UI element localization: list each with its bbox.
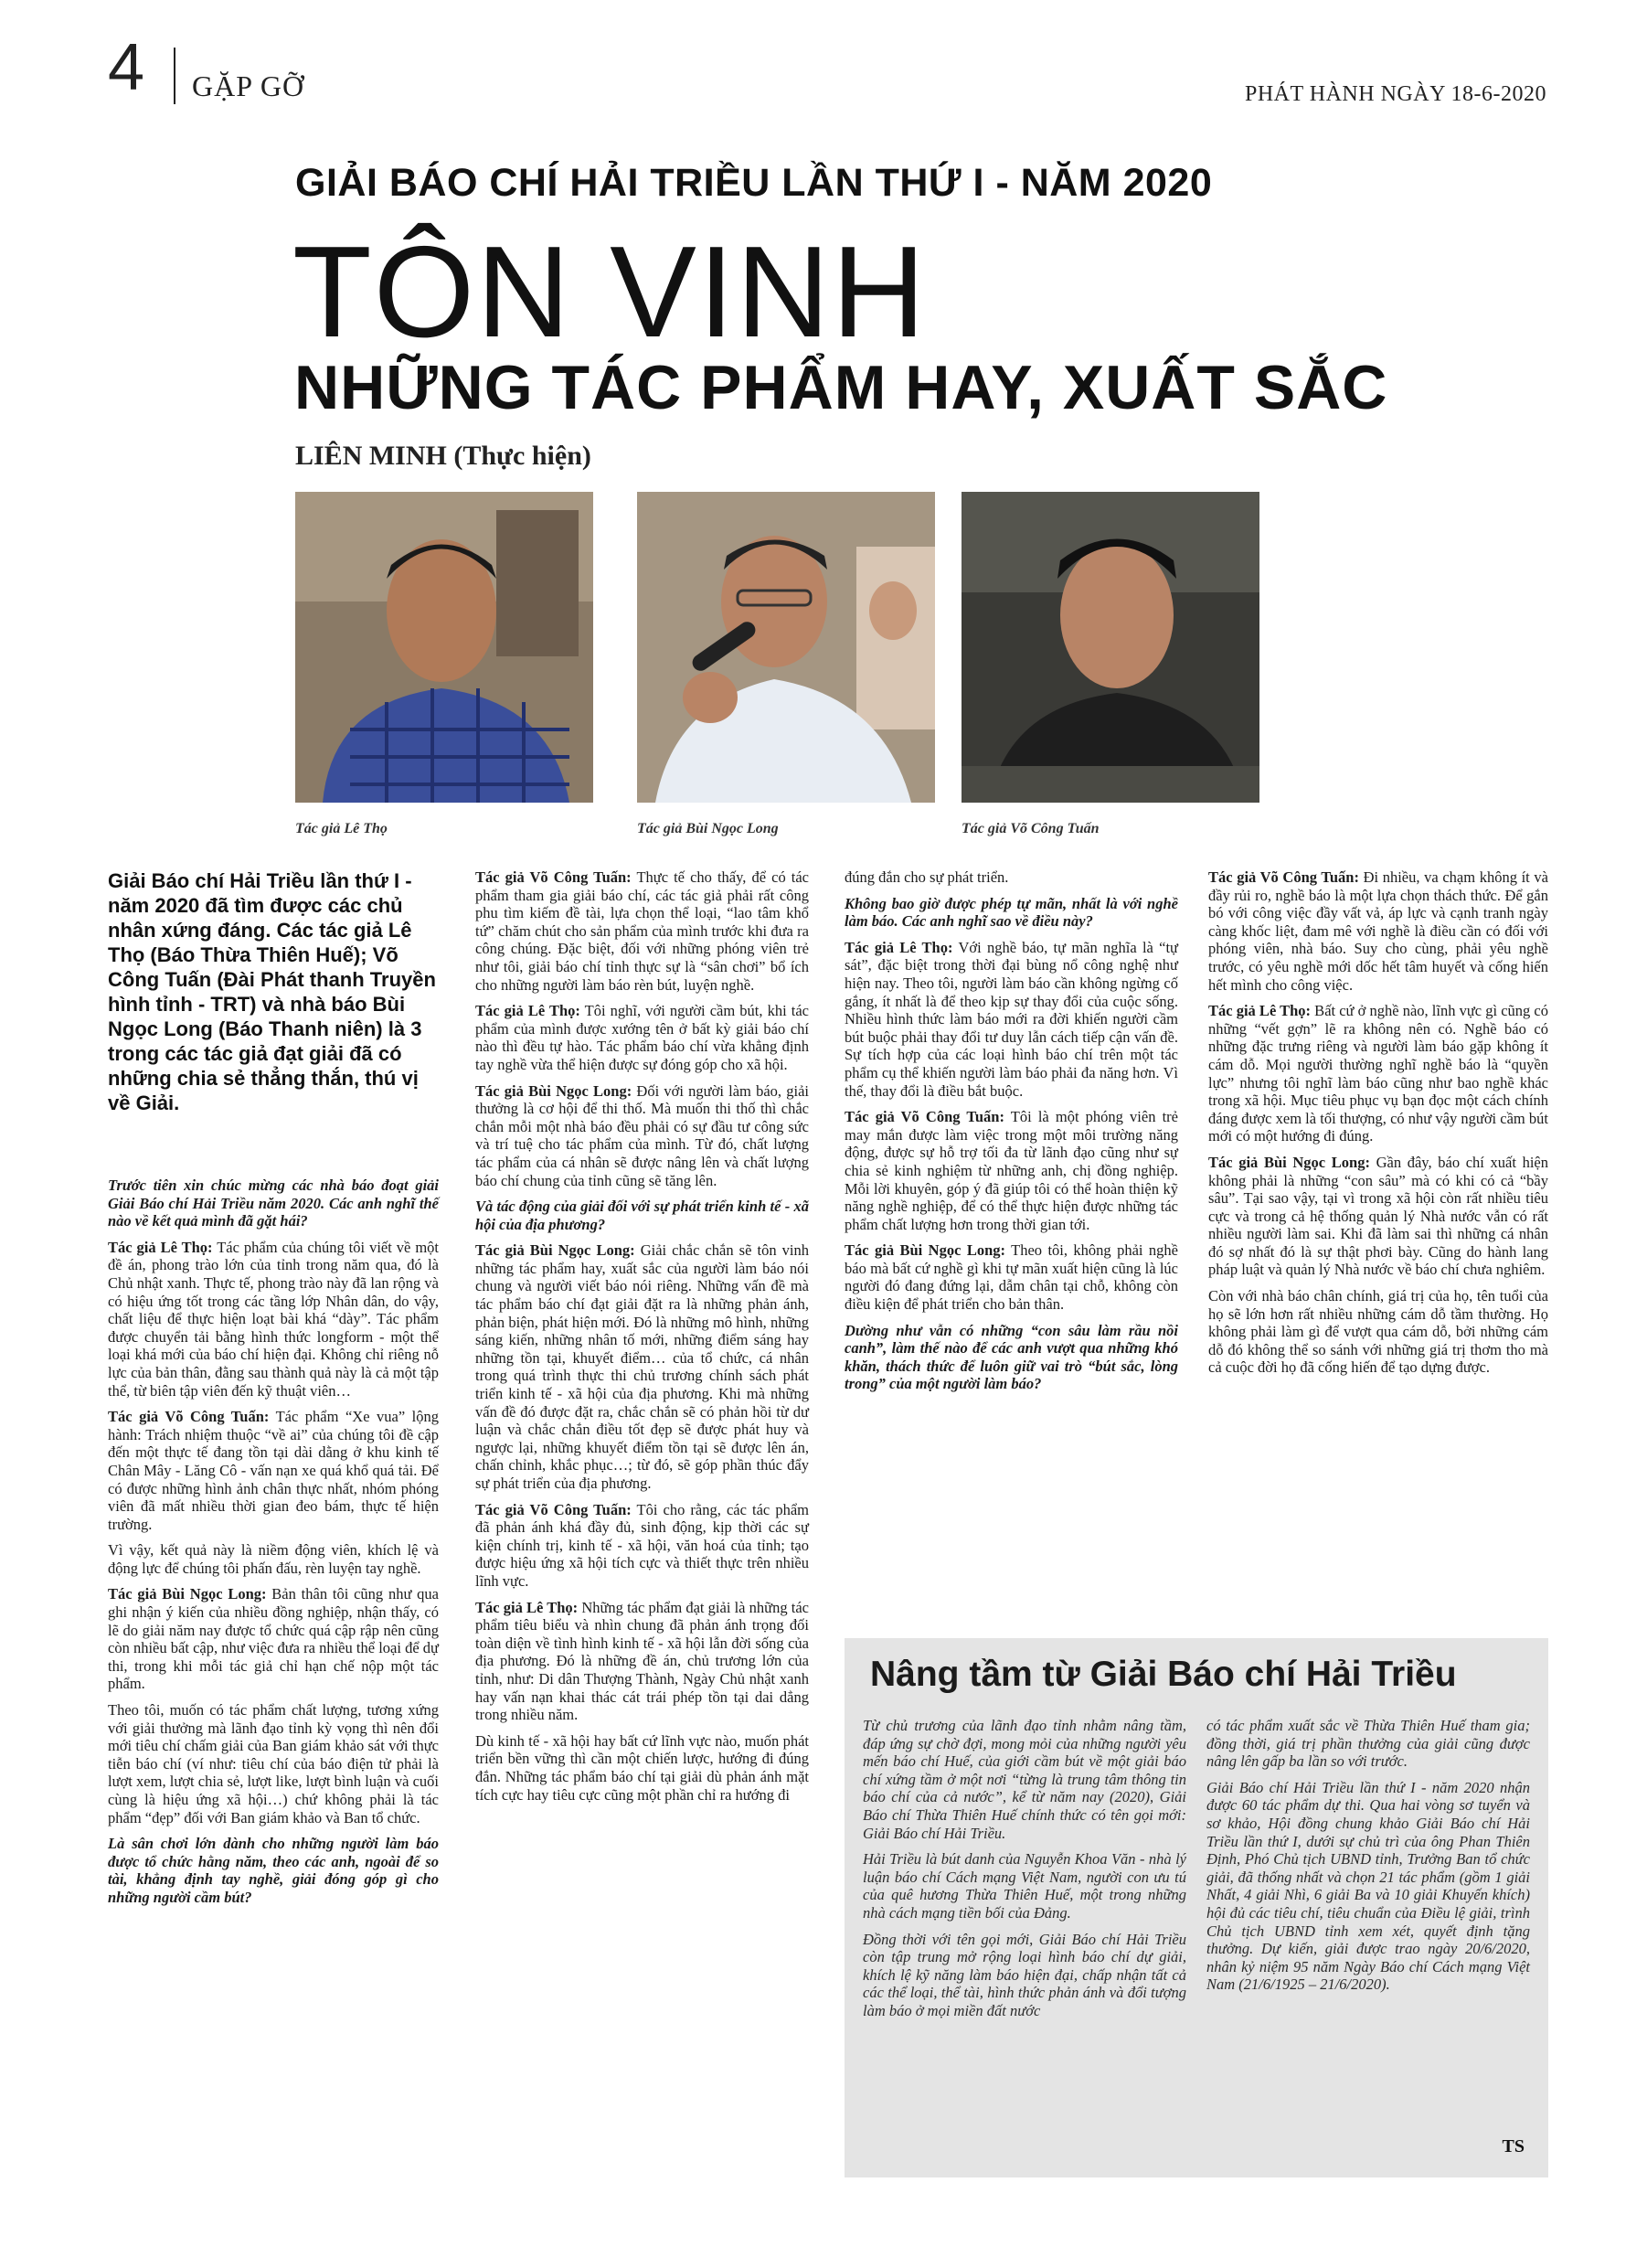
speaker-label: Tác giả Bùi Ngọc Long: [108,1585,267,1603]
question: Là sân chơi lớn dành cho những người làm báo được tổ chức hằng năm, theo các anh, ngoài để so tài, khẳng định tay nghề, giải đóng góp gì cho những người cầm bút? [108,1835,439,1906]
paragraph: Theo tôi, muốn có tác phẩm chất lượng, tương xứng với giải thưởng mà lãnh đạo tỉnh kỳ vọng thì nên đổi mới tiêu chí chấm giải của Ban giám khảo sát với thực tiễn báo chí (ví như: tiêu chí của báo điện tử phải là lượt xem, lượt chia sẻ, lượt like, lượt bình luận và cuối cùng là hiệu ứng xã hội…) chứ không phải là tác phẩm “đẹp” đối với Ban giám khảo và Ban tổ chức. [108,1701,439,1826]
sidebar-box-column-right [1206,1717,1530,2002]
article-column-1 [108,868,439,1915]
paragraph: Tác giả Lê Thọ: Tôi nghĩ, với người cầm bút, khi tác phẩm của mình được xướng tên ở bất kỳ giải báo chí nào thì đều tự hào. Tác phẩm báo chí vừa khẳng định tay nghề vừa thể hiện được sự đóng góp cho xã hội. [475,1002,809,1073]
photo-le-tho [295,492,593,803]
paragraph: Tác giả Bùi Ngọc Long: Gần đây, báo chí xuất hiện không phải là những “con sâu” mà có khi có cả “bầy sâu”. Tại sao vậy, tại vì trong xã hội còn rất nhiều tiêu cực và trong cả hệ thống quản lý Nhà nước vẫn có rất nhiều người làm sai. Khi đã làm sai thì những cá nhân đó sợ nhất đó là sự thật phơi bày. Cũng do hành lang pháp luật và quản lý Nhà nước về báo chí chưa nghiêm. [1208,1153,1548,1279]
header-divider [174,48,175,104]
question: Dường như vẫn có những “con sâu làm rầu nồi canh”, làm thế nào để các anh vượt qua những khó khăn, thách thức để luôn giữ vai trò “bút sắc, lòng trong” của một người làm báo? [845,1321,1178,1393]
article-column-2 [475,868,809,1812]
paragraph: Tác giả Võ Công Tuấn: Tôi là một phóng viên trẻ may mắn được làm việc trong một môi trường năng động, được sự hỗ trợ tối đa từ lãnh đạo cũng như sự chia sẻ kinh nghiệm từ những anh, chị đồng nghiệp. Mỗi lời khuyên, góp ý đã giúp tôi có thể hoàn thiện kỹ năng nghề nghiệp, để có thể thực hiện được những tác phẩm chất lượng hơn trong thời gian tới. [845,1108,1178,1233]
headline-main: TÔN VINH [292,219,928,365]
speaker-label: Tác giả Bùi Ngọc Long: [845,1241,1006,1260]
paragraph: Tác giả Bùi Ngọc Long: Theo tôi, không phải nghề báo mà bất cứ nghề gì khi tự mãn xuất hiện cũng là lúc người đó đang đứng lại, dẫm chân tại chỗ, không còn điều kiện để phát triển cho bản thân. [845,1241,1178,1314]
sidebar-box [845,1638,1548,2177]
article-column-3 [845,868,1178,1401]
speaker-label: Tác giả Võ Công Tuấn: [108,1408,270,1426]
sidebar-signature: TS [1502,2136,1525,2156]
speaker-label: Tác giả Lê Thọ: [108,1238,213,1256]
speaker-label: Tác giả Võ Công Tuấn: [1208,868,1359,886]
release-date: PHÁT HÀNH NGÀY 18-6-2020 [1245,82,1546,106]
box-paragraph: Giải Báo chí Hải Triều lần thứ I - năm 2020 nhận được 60 tác phẩm dự thi. Qua hai vòng sơ tuyển và sơ khảo, Hội đồng chung khảo Giải Báo chí Hải Triều lần thứ I, dưới sự chủ trì của ông Phan Thiên Định, Phó Chủ tịch UBND tỉnh, Trưởng Ban tổ chức giải, đã thống nhất và chọn 21 tác phẩm (gồm 1 giải Nhất, 4 giải Nhì, 6 giải Ba và 10 giải Khuyến khích) hội đủ các tiêu chí, tiêu chuẩn của Điều lệ giải, trình Chủ tịch UBND tỉnh xem xét, quyết định tặng thưởng. Dự kiến, giải được trao ngày 20/6/2020, nhân kỷ niệm 95 năm Ngày Báo chí Cách mạng Việt Nam (21/6/1925 – 21/6/2020). [1206,1778,1530,1994]
paragraph: Vì vậy, kết quả này là niềm động viên, khích lệ và động lực để chúng tôi phấn đấu, rèn luyện tay nghề. [108,1541,439,1577]
paragraph: Tác giả Võ Công Tuấn: Đi nhiều, va chạm không ít và đầy rủi ro, nghề báo là một lựa chọn thách thức. Để gắn bó với công việc đầy vất vả, áp lực và cạnh tranh ngày càng khốc liệt, đam mê với nghề là điều cần có đối với phóng viên, nhà báo. Suy cho cùng, phải yêu nghề trước, có yêu nghề mới dốc hết tâm huyết và cống hiến hết mình cho công việc. [1208,868,1548,994]
speaker-label: Tác giả Lê Thọ: [845,938,953,956]
speaker-label: Tác giả Võ Công Tuấn: [475,868,632,886]
lead-paragraph: Giải Báo chí Hải Triều lần thứ I - năm 2020 đã tìm được các chủ nhân xứng đáng. Các tác giả Lê Thọ (Báo Thừa Thiên Huế); Võ Công Tuấn (Đài Phát thanh Truyền hình tỉnh - TRT) và nhà báo Bùi Ngọc Long (Báo Thanh niên) là 3 trong các tác giả đạt giải đã có những chia sẻ thẳng thắn, thú vị về Giải. [108,869,436,1114]
question: Và tác động của giải đối với sự phát triển kinh tế - xã hội của địa phương? [475,1198,809,1233]
speaker-label: Tác giả Lê Thọ: [475,1598,579,1616]
sidebar-box-title: Nâng tầm từ Giải Báo chí Hải Triều [870,1655,1457,1694]
paragraph: Tác giả Lê Thọ: Những tác phẩm đạt giải là những tác phẩm tiêu biểu và nhìn chung đã phản ánh trọng đối toàn diện về tình hình kinh tế - xã hội lẫn đời sống của địa phương. Đó là những đề án, chủ trương lớn của tỉnh, như: Di dân Thượng Thành, Ngày Chủ nhật xanh hay vấn nạn khai thác cát trái phép tồn tại dai dẳng trong nhiều năm. [475,1598,809,1724]
paragraph: Tác giả Bùi Ngọc Long: Đối với người làm báo, giải thưởng là cơ hội để thi thố. Mà muốn thi thố thì chắc chắn mỗi một nhà báo đều phải có sự đầu tư công sức và trí tuệ cho tác phẩm của mình. Từ đó, chất lượng tác phẩm của cá nhân sẽ được nâng lên và chất lượng báo chí chung của tỉnh cũng sẽ tăng lên. [475,1081,809,1189]
article-column-4 [1208,868,1548,1385]
paragraph: Tác giả Bùi Ngọc Long: Bản thân tôi cũng như qua ghi nhận ý kiến của nhiều đồng nghiệp, nhận thấy, có lẽ do giải năm nay được tổ chức quá cập rập nên cũng còn nhiều bất cập, như việc đưa ra nhiều thể loại để dự thi, trong khi mỗi tác giả chỉ hạn chế nộp một tác phẩm. [108,1585,439,1693]
section-title: GẶP GỠ [192,69,305,102]
page-number: 4 [108,31,145,104]
speaker-label: Tác giả Bùi Ngọc Long: [475,1081,632,1100]
sidebar-box-column-left [863,1717,1186,2028]
paragraph: đúng đắn cho sự phát triển. [845,868,1009,886]
paragraph: Dù kinh tế - xã hội hay bất cứ lĩnh vực nào, muốn phát triển bền vững thì cần một chiến lược, hướng đi đúng đắn. Những tác phẩm báo chí tại giải dù phản ánh mặt tích cực hay tiêu cực cũng một phần chỉ ra hướng đi [475,1731,809,1804]
question: Trước tiên xin chúc mừng các nhà báo đoạt giải Giải Báo chí Hải Triều năm 2020. Các anh nghĩ thế nào về kết quả mình đã gặt hái? [108,1177,439,1230]
photo-bui-ngoc-long [637,492,935,803]
byline: LIÊN MINH (Thực hiện) [295,441,591,471]
paragraph: Tác giả Bùi Ngọc Long: Giải chắc chắn sẽ tôn vinh những tác phẩm hay, xuất sắc của người làm báo nói chung và người viết báo nói riêng. Những vấn đề mà tác phẩm báo chí đạt giải đặt ra là những phản ánh, phản biện, phát hiện mới. Đó là những mô hình, những sáng kiến, những nhân tố mới, những điểm sáng hay những tồn tại, khuyết điểm… của tổ chức, cá nhân trong quá trình thực thi chủ trương chính sách phát triển kinh tế - xã hội của địa phương. Khi mà những vấn đề đó được đặt ra, chắc chắn sẽ có phản hồi từ dư luận và chắc chắn điều tốt đẹp sẽ được phát huy và ngược lại, những khuyết điểm tồn tại sẽ được lên án, chấn chỉnh, khắc phục…; từ đó, sẽ góp phần thúc đẩy sự phát triển của địa phương. [475,1241,809,1492]
paragraph: Tác giả Lê Thọ: Với nghề báo, tự mãn nghĩa là “tự sát”, đặc biệt trong thời đại bùng nổ công nghệ như hiện nay. Theo tôi, người làm báo cần không ngừng cố gắng, ít nhất là để theo kịp sự thay đổi của cuộc sống. Nhiều hình thức làm báo mới ra đời khiến người cầm bút buộc phải thay đổi tư duy lẫn cách tiếp cận vấn đề. Sự tích hợp của các loại hình báo chí trên một tác phẩm cụ thể khiến người làm báo phải đa năng hơn. Vì thế, thay đổi là điều bắt buộc. [845,938,1178,1100]
paragraph: Tác giả Võ Công Tuấn: Tôi cho rằng, các tác phẩm đã phản ánh khá đầy đủ, sinh động, kịp thời các sự kiện chính trị, kinh tế - xã hội, văn hoá của tỉnh; tạo được hiệu ứng xã hội tích cực và thiết thực trên nhiều lĩnh vực. [475,1500,809,1590]
photo-caption-3: Tác giả Võ Công Tuấn [962,821,1100,836]
paragraph: Tác giả Lê Thọ: Bất cứ ở nghề nào, lĩnh vực gì cũng có những “vết gợn” lẽ ra không nên có. Nghề báo có những đặc trưng riêng và người làm báo gặp không ít cám dỗ. Mọi người thường nghĩ nghề báo là “quyền lực” nhưng tôi nghĩ làm báo cũng như bao nghề khác trong xã hội. Mục tiêu phục vụ bạn đọc một cách chính đáng được xem là tối thượng, có như vậy người cầm bút mới có một hướng đi đúng. [1208,1002,1549,1145]
question: Không bao giờ được phép tự mãn, nhất là với nghề làm báo. Các anh nghĩ sao về điều này? [845,894,1178,931]
kicker-title: GIẢI BÁO CHÍ HẢI TRIỀU LẦN THỨ I - NĂM 2020 [295,161,1213,205]
box-paragraph: có tác phẩm xuất sắc về Thừa Thiên Huế tham gia; đồng thời, giá trị phần thưởng của giải cũng được nâng lên gấp ba lần so với trước. [1206,1717,1530,1771]
speaker-label: Tác giả Bùi Ngọc Long: [1208,1153,1370,1171]
paragraph: Tác giả Võ Công Tuấn: Tác phẩm “Xe vua” lộng hành: Trách nhiệm thuộc “về ai” của chúng tôi đề cập đến một thực tế đang tồn tại dài dằng ở khu kinh tế Chân Mây - Lăng Cô - vấn nạn xe quá khổ quá tải. Để có được những hình ảnh chân thực nhất, nhóm phóng viên đã mất nhiều thời gian đeo bám, thực tế hiện trường. [108,1408,439,1533]
paragraph: Tác giả Võ Công Tuấn: Thực tế cho thấy, để có tác phẩm tham gia giải báo chí, các tác giả phải rất công phu tìm kiếm đề tài, lựa chọn thể loại, “lao tâm khổ tứ” chăm chút cho sản phẩm của mình trước khi đưa ra công chúng. Đặc biệt, đối với những phóng viên trẻ như tôi, giải báo chí tỉnh thực sự là “sân chơi” bổ ích cho những người làm báo rèn bút, luyện nghề. [475,868,809,994]
photo-caption-1: Tác giả Lê Thọ [295,821,388,836]
speaker-label: Tác giả Lê Thọ: [475,1002,580,1020]
speaker-label: Tác giả Võ Công Tuấn: [475,1500,632,1518]
paragraph: Tác giả Lê Thọ: Tác phẩm của chúng tôi viết về một đề án, phong trào lớn của tỉnh trong năm qua, đó là Chủ nhật xanh. Thực tế, phong trào này đã lan rộng và có hiệu ứng tốt trong các tầng lớp Nhân dân, do vậy, chất liệu để thực hiện loạt bài khá “dày”. Tác phẩm được chuyển tải bằng hình thức longform - một thể loại khá mới của báo chí hiện đại. Không chỉ riêng nỗ lực của bản thân, đằng sau thành quả này là cả một tập thể, từ biên tập viên đến kỹ thuật viên… [108,1238,439,1400]
speaker-label: Tác giả Bùi Ngọc Long: [475,1241,635,1260]
box-paragraph: Hải Triều là bút danh của Nguyễn Khoa Văn - nhà lý luận báo chí Cách mạng Việt Nam, người con ưu tú của quê hương Thừa Thiên Huế, một trong những nhà cách mạng tiền bối của Đảng. [863,1850,1186,1922]
speaker-label: Tác giả Võ Công Tuấn: [845,1108,1004,1126]
box-paragraph: Từ chủ trương của lãnh đạo tỉnh nhằm nâng tầm, đáp ứng sự chờ đợi, mong mỏi của những người yêu mến báo chí Huế, của giới cầm bút về một giải báo chí xứng tầm ở một nơi “từng là trung tâm thông tin báo chí của cả nước”, kể từ năm nay (2020), Giải Báo chí Thừa Thiên Huế chính thức có tên gọi mới: Giải Báo chí Hải Triều. [863,1717,1186,1842]
photo-caption-2: Tác giả Bùi Ngọc Long [637,821,779,836]
box-paragraph: Đồng thời với tên gọi mới, Giải Báo chí Hải Triều còn tập trung mở rộng loại hình báo chí dự giải, khích lệ kỹ năng làm báo hiện đại, chấp nhận tất cả các thể loại, thể tài, hình thức phản ánh và đổi tượng làm báo ở mọi miền đất nước [863,1930,1186,2019]
speaker-label: Tác giả Lê Thọ: [1208,1002,1312,1020]
photo-vo-cong-tuan [962,492,1259,803]
headline-sub: NHỮNG TÁC PHẨM HAY, XUẤT SẮC [294,353,1388,422]
paragraph: Còn với nhà báo chân chính, giá trị của họ, tên tuổi của họ sẽ lớn hơn rất nhiều những cám dỗ tầm thường. Họ không phải làm gì để vượt qua cám dỗ, bởi những cám dỗ đó không thể so sánh với những giá trị thơm tho mà cả cuộc đời họ đã cống hiến để tạo dựng được. [1208,1287,1548,1377]
